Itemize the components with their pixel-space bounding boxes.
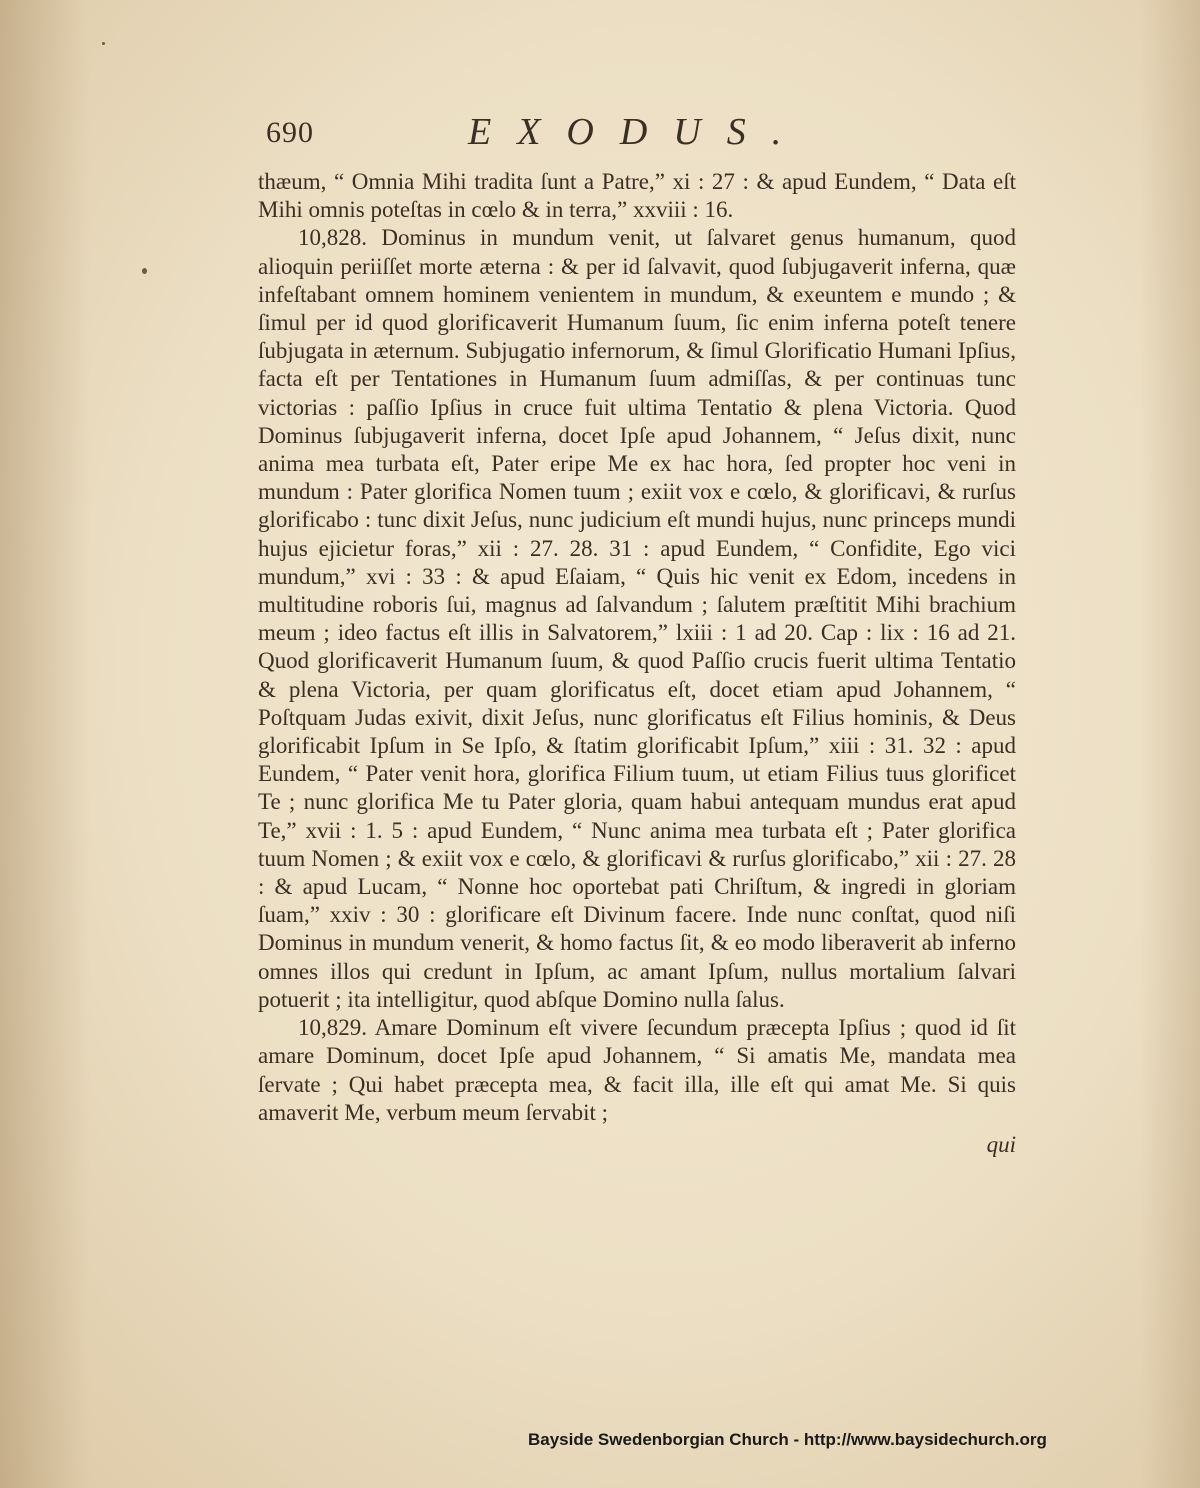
paper-blemish: [142, 268, 147, 274]
page-number: 690: [266, 116, 314, 149]
paper-blemish: [102, 42, 105, 45]
paragraph-10829: 10,829. Amare Dominum eſt vivere ſecundum præcepta Ipſius ; quod id ſit amare Dominum, docet Ipſe apud Johannem, “ Si amatis Me, mandata mea ſervate ; Qui habet præcepta mea, & facit illa, ille eſt qui amat Me. Si quis amaverit Me, verbum meum ſervabit ;: [258, 1015, 1016, 1125]
continued-paragraph: thæum, “ Omnia Mihi tradita ſunt a Patre,” xi : 27 : & apud Eundem, “ Data eſt Mihi omnis poteſtas in cœlo & in terra,” xxviii : 16.: [258, 169, 1016, 223]
catchword: qui: [986, 1131, 1016, 1157]
main-text: [258, 168, 1016, 1159]
paragraph-10828: 10,828. Dominus in mundum venit, ut ſalvaret genus humanum, quod alioquin periiſſet morte æterna : & per id ſalvavit, quod ſubjugaverit inferna, quæ infeſtabant omnem hominem venientem in mundum, & exeuntem e mundo ; & ſimul per id quod glorificaverit Humanum ſuum, ſic enim inferna poteſt tenere ſubjugata in æternum. Subjugatio infernorum, & ſimul Glorificatio Humani Ipſius, facta eſt per Tentationes in Humanum ſuum admiſſas, & per continuas tunc victorias : paſſio Ipſius in cruce fuit ultima Tentatio & plena Victoria. Quod Dominus ſubjugaverit inferna, docet Ipſe apud Johannem, “ Jeſus dixit, nunc anima mea turbata eſt, Pater eripe Me ex hac hora, ſed propter hoc veni in mundum : Pater glorifica Nomen tuum ; exiit vox e cœlo, & glorificavi, & rurſus glorificabo : tunc dixit Jeſus, nunc judicium eſt mundi hujus, nunc princeps mundi hujus ejicietur foras,” xii : 27. 28. 31 : apud Eundem, “ Confidite, Ego vici mundum,” xvi : 33 : & apud Eſaiam, “ Quis hic venit ex Edom, incedens in multitudine roboris ſui, magnus ad ſalvandum ; ſalutem præſtitit Mihi brachium meum ; ideo factus eſt illis in Salvatorem,” lxiii : 1 ad 20. Cap : lix : 16 ad 21. Quod glorificaverit Humanum ſuum, & quod Paſſio crucis fuerit ultima Tentatio & plena Victoria, per quam glorificatus eſt, docet etiam apud Johannem, “ Poſtquam Judas exivit, dixit Jeſus, nunc glorificatus eſt Filius hominis, & Deus glorificabit Ipſum in Se Ipſo, & ſtatim glorificabit Ipſum,” xiii : 31. 32 : apud Eundem, “ Pater venit hora, glorifica Filium tuum, ut etiam Filius tuus glorificet Te ; nunc glorifica Me tu Pater gloria, quam habui antequam mundus erat apud Te,” xvii : 1. 5 : apud Eundem, “ Nunc anima mea turbata eſt ; Pater glorifica tuum Nomen ; & exiit vox e cœlo, & glorificavi & rurſus glorificabo,” xii : 27. 28 : & apud Lucam, “ Nonne hoc oportebat pati Chriſtum, & ingredi in gloriam ſuam,” xxiv : 30 : glorificare eſt Divinum facere. Inde nunc conſtat, quod niſi Dominus in mundum venerit, & homo factus ſit, & eo modo liberaverit ab inferno omnes illos qui credunt in Ipſum, ac amant Ipſum, nullus mortalium ſalvari potuerit ; ita intelligitur, quod abſque Domino nulla ſalus.: [258, 225, 1016, 1012]
running-head: EXODUS.: [468, 111, 808, 153]
footer-credit: Bayside Swedenborgian Church - http://www.baysidechurch.org: [528, 1430, 1047, 1449]
page-header: [266, 110, 1016, 160]
